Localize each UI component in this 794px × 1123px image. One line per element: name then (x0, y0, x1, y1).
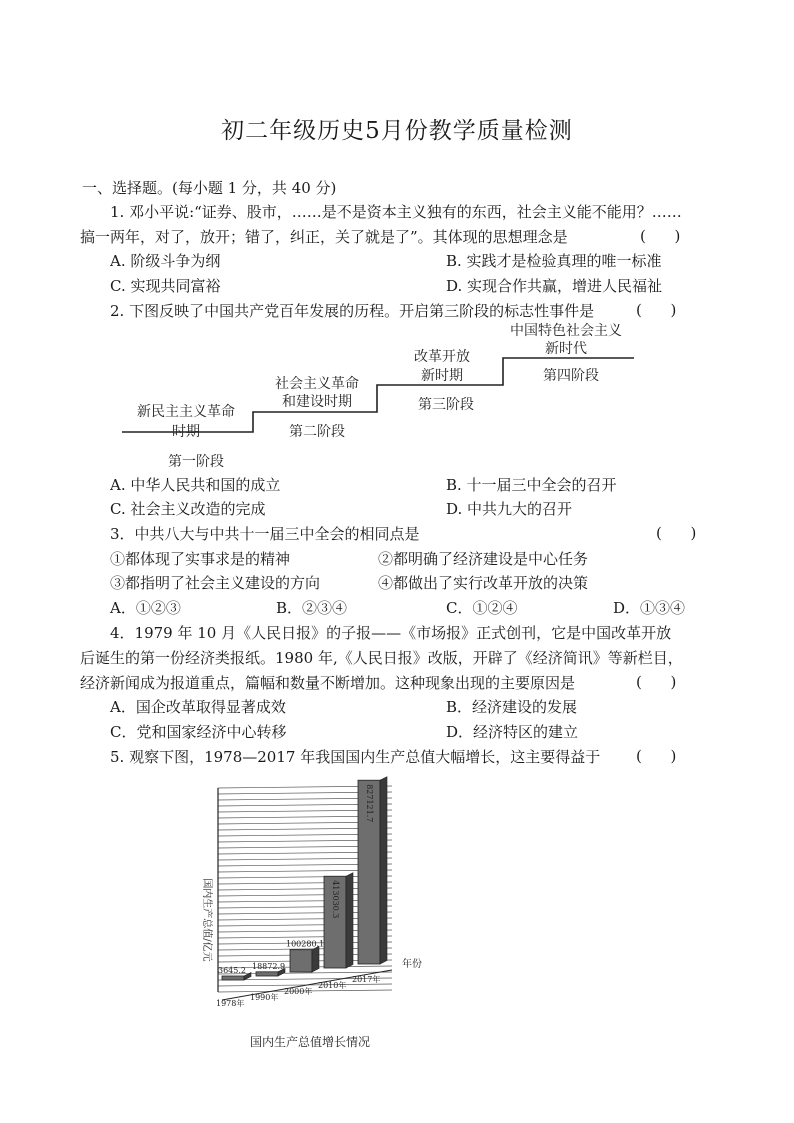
chart-bar-side (380, 777, 387, 964)
stage4-label-top2: 新时代 (545, 341, 587, 357)
stage3-label-top2: 新时期 (421, 368, 463, 384)
q2-option-b: B. 十一届三中全会的召开 (446, 476, 617, 494)
q4-option-c: C．党和国家经济中心转移 (110, 723, 287, 741)
stage3-label-bottom: 第三阶段 (418, 397, 474, 413)
q4-stem-line3: 经济新闻成为报道重点，篇幅和数量不断增加。这种现象出现的主要原因是 (80, 674, 576, 692)
q4-option-a: A．国企改革取得显著成效 (110, 698, 286, 716)
chart-value-label: 18872.9 (252, 961, 286, 971)
gdp-growth-chart (180, 770, 440, 1060)
q2-answer-paren: ( ) (636, 301, 677, 319)
q3-option-a: A．①②③ (110, 599, 181, 617)
q4-option-b: B．经济建设的发展 (446, 698, 578, 716)
stage2-label-bottom: 第二阶段 (289, 424, 345, 440)
q1-stem-line2: 搞一两年，对了，放开；错了，纠正，关了就是了”。其体现的思想理念是 (80, 228, 568, 246)
q3-statement-4: ④都做出了实行改革开放的决策 (378, 574, 589, 592)
q1-option-c: C. 实现共同富裕 (110, 277, 221, 295)
q5-answer-paren: ( ) (636, 747, 677, 765)
chart-bar-side (346, 873, 353, 968)
chart-x-tick: 2000年 (284, 987, 313, 996)
chart-bar (222, 976, 244, 980)
q3-statement-3: ③都指明了社会主义建设的方向 (110, 574, 321, 592)
q1-option-a: A. 阶级斗争为纲 (110, 252, 221, 270)
q2-option-c: C. 社会主义改造的完成 (110, 500, 266, 518)
chart-y-axis-label: 国内生产总值/亿元 (201, 878, 212, 962)
chart-x-tick: 1990年 (250, 993, 279, 1002)
q3-answer-paren: ( ) (656, 524, 697, 542)
q2-option-a: A. 中华人民共和国的成立 (110, 476, 281, 494)
q1-option-b: B. 实践才是检验真理的唯一标准 (446, 252, 662, 270)
q5-stem: 5. 观察下图，1978—2017 年我国国内生产总值大幅增长，这主要得益于 (110, 748, 601, 766)
chart-value-label: 100280.1 (286, 939, 325, 949)
q4-option-d: D．经济特区的建立 (446, 723, 579, 741)
q1-option-d: D. 实现合作共赢，增进人民福祉 (446, 277, 663, 295)
stage1-label-bottom: 第一阶段 (168, 454, 224, 470)
q3-option-c: C．①②④ (446, 599, 518, 617)
q3-statement-1: ①都体现了实事求是的精神 (110, 550, 291, 568)
chart-x-tick: 1978年 (216, 999, 245, 1008)
stage4-label-top1: 中国特色社会主义 (510, 323, 622, 339)
section-heading: 一、选择题。(每小题 1 分，共 40 分) (82, 179, 337, 197)
party-history-stage-diagram (0, 318, 794, 473)
q3-statement-2: ②都明确了经济建设是中心任务 (378, 550, 589, 568)
stage2-label-top2: 和建设时期 (282, 394, 352, 410)
q3-stem: 3．中共八大与中共十一届三中全会的相同点是 (110, 525, 420, 543)
chart-bar (290, 950, 312, 972)
chart-bar-side (312, 946, 319, 972)
q2-stem: 2. 下图反映了中国共产党百年发展的历程。开启第三阶段的标志性事件是 (110, 302, 595, 320)
page-title: 初二年级历史5月份教学质量检测 (221, 118, 573, 144)
stage3-label-top1: 改革开放 (414, 349, 470, 365)
stage4-label-bottom: 第四阶段 (543, 368, 599, 384)
stage1-label-top1: 新民主主义革命 (137, 404, 235, 420)
q4-stem-line1: 4．1979 年 10 月《人民日报》的子报——《市场报》正式创刊，它是中国改革开放 (110, 624, 672, 642)
stage1-label-top2: 时期 (172, 424, 200, 440)
chart-value-label: 827121.7 (365, 784, 374, 823)
chart-title: 国内生产总值增长情况 (249, 1035, 371, 1049)
q1-stem-line1: 1. 邓小平说:“证券、股市，……是不是资本主义独有的东西，社会主义能不能用？…… (110, 203, 682, 221)
chart-value-label: 3645.2 (218, 966, 246, 975)
q4-stem-line2: 后诞生的第一份经济类报纸。1980 年,《人民日报》改版，开辟了《经济简讯》等新栏目， (80, 649, 683, 667)
stage2-label-top1: 社会主义革命 (275, 376, 359, 392)
q1-answer-paren: ( ) (640, 227, 681, 245)
chart-x-axis-label: 年份 (402, 959, 422, 970)
q3-option-d: D．①③④ (613, 599, 686, 617)
q4-answer-paren: ( ) (636, 673, 677, 691)
chart-value-label: 413030.3 (331, 880, 340, 919)
chart-bar (256, 972, 278, 976)
q3-option-b: B．②③④ (276, 599, 348, 617)
chart-x-tick: 2017年 (352, 975, 381, 984)
q2-option-d: D. 中共九大的召开 (446, 500, 573, 518)
chart-x-tick: 2010年 (318, 981, 347, 990)
